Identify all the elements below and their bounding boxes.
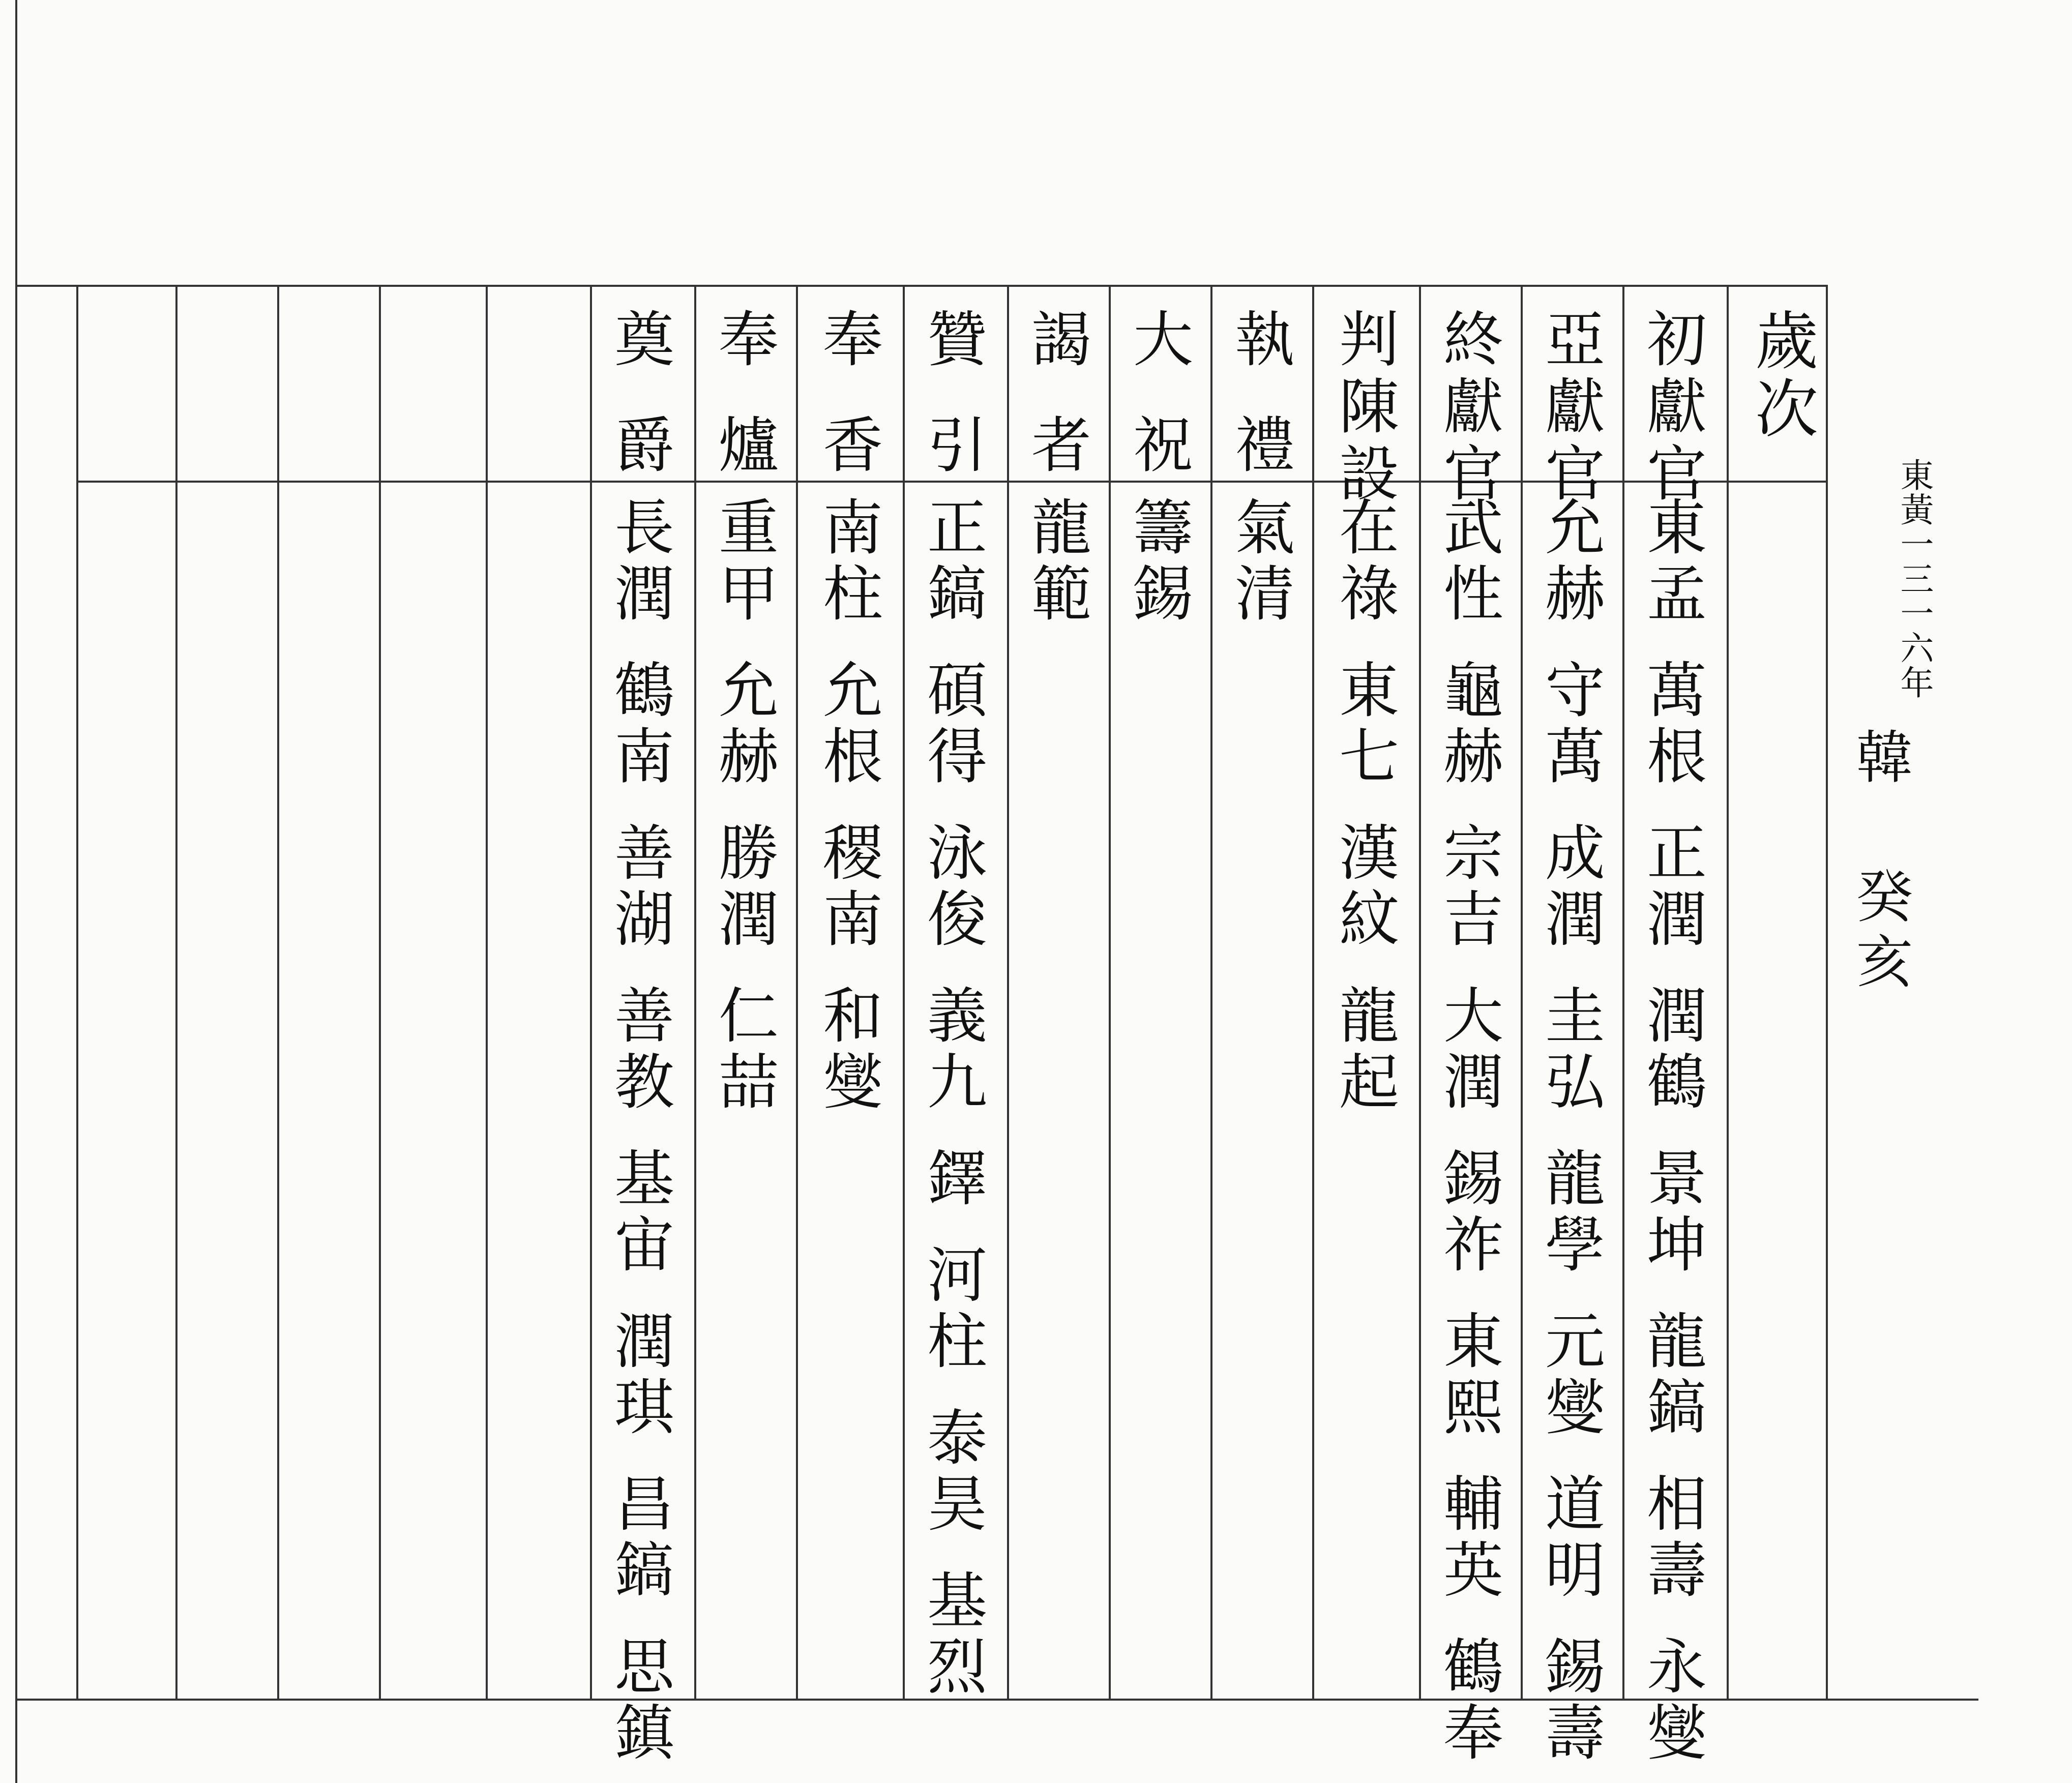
person-name: 東七 bbox=[1329, 659, 1399, 791]
role-names bbox=[1637, 496, 1707, 1767]
person-name: 善湖 bbox=[604, 821, 674, 954]
person-name: 漢紋 bbox=[1329, 821, 1399, 954]
role-label: 執禮 bbox=[1225, 308, 1295, 519]
person-name: 相壽 bbox=[1637, 1472, 1707, 1604]
person-name: 河柱 bbox=[917, 1243, 987, 1376]
page-edge-line bbox=[15, 0, 17, 1783]
person-name: 潤琪 bbox=[604, 1310, 674, 1442]
role-names bbox=[1021, 496, 1091, 628]
person-name: 允根 bbox=[813, 659, 883, 791]
person-name: 萬根 bbox=[1637, 659, 1707, 791]
column-line bbox=[590, 285, 592, 1699]
person-name: 氣清 bbox=[1225, 496, 1295, 628]
person-name: 道明 bbox=[1535, 1472, 1605, 1604]
role-names bbox=[1433, 496, 1503, 1767]
role-names bbox=[1225, 496, 1295, 628]
person-name: 守萬 bbox=[1535, 659, 1605, 791]
person-name: 大潤 bbox=[1433, 984, 1503, 1116]
role-names bbox=[1329, 496, 1399, 1116]
person-name: 錫壽 bbox=[1535, 1635, 1605, 1767]
person-name: 在祿 bbox=[1329, 496, 1399, 628]
person-name: 基宙 bbox=[604, 1147, 674, 1279]
role-label: 謁者 bbox=[1021, 308, 1091, 519]
role-names bbox=[1535, 496, 1605, 1767]
person-name: 稷南 bbox=[813, 821, 883, 954]
role-label: 大祝 bbox=[1123, 308, 1193, 519]
column-line bbox=[379, 285, 381, 1699]
role-label: 初獻官 bbox=[1637, 308, 1707, 509]
person-name: 勝潤 bbox=[708, 821, 779, 954]
person-name: 輔英 bbox=[1433, 1472, 1503, 1604]
person-name: 景坤 bbox=[1637, 1147, 1707, 1279]
person-name: 允赫 bbox=[708, 659, 779, 791]
person-name: 潤鶴 bbox=[1637, 984, 1707, 1116]
person-name: 南柱 bbox=[813, 496, 883, 628]
column-line bbox=[1521, 285, 1523, 1699]
person-name: 龍學 bbox=[1535, 1147, 1605, 1279]
person-name: 武性 bbox=[1433, 496, 1503, 628]
column-line bbox=[486, 285, 488, 1699]
column-line bbox=[1419, 285, 1421, 1699]
person-name: 仁喆 bbox=[708, 984, 779, 1116]
person-name: 正潤 bbox=[1637, 821, 1707, 954]
person-name: 錫祚 bbox=[1433, 1147, 1503, 1279]
person-name: 籌錫 bbox=[1123, 496, 1193, 628]
person-name: 鐸 bbox=[917, 1147, 987, 1213]
person-name: 永燮 bbox=[1637, 1635, 1707, 1767]
role-names bbox=[1123, 496, 1193, 628]
person-name: 碩得 bbox=[917, 659, 987, 791]
role-label: 判陳設 bbox=[1329, 308, 1399, 509]
column-line bbox=[796, 285, 798, 1699]
era-note: 韓 癸亥 bbox=[1847, 727, 1913, 997]
column-line bbox=[1210, 285, 1212, 1699]
person-name: 龍鎬 bbox=[1637, 1310, 1707, 1442]
person-name: 宗吉 bbox=[1433, 821, 1503, 954]
frame-right bbox=[1826, 285, 1828, 1699]
column-line bbox=[1007, 285, 1009, 1699]
role-label: 亞獻官 bbox=[1535, 308, 1605, 509]
column-line bbox=[76, 285, 78, 1699]
person-name: 基烈 bbox=[917, 1569, 987, 1701]
role-label: 奠爵 bbox=[604, 308, 674, 519]
role-label: 終獻官 bbox=[1433, 308, 1503, 509]
person-name: 鶴南 bbox=[604, 659, 674, 791]
person-name: 長潤 bbox=[604, 496, 674, 628]
role-names bbox=[604, 496, 674, 1767]
person-name: 東孟 bbox=[1637, 496, 1707, 628]
column-line bbox=[694, 285, 696, 1699]
page-title: 歲次 bbox=[1744, 308, 1818, 444]
person-name: 正鎬 bbox=[917, 496, 987, 628]
column-line bbox=[1622, 285, 1624, 1699]
person-name: 允赫 bbox=[1535, 496, 1605, 628]
column-line bbox=[277, 285, 279, 1699]
person-name: 元燮 bbox=[1535, 1310, 1605, 1442]
role-label: 奉香 bbox=[813, 308, 883, 519]
person-name: 泳俊 bbox=[917, 821, 987, 954]
person-name: 龜赫 bbox=[1433, 659, 1503, 791]
column-line bbox=[1727, 285, 1729, 1699]
person-name: 思鎮 bbox=[604, 1635, 674, 1767]
role-names bbox=[708, 496, 779, 1116]
column-line bbox=[1109, 285, 1111, 1699]
person-name: 東熙 bbox=[1433, 1310, 1503, 1442]
person-name: 和燮 bbox=[813, 984, 883, 1116]
person-name: 龍起 bbox=[1329, 984, 1399, 1116]
person-name: 圭弘 bbox=[1535, 984, 1605, 1116]
person-name: 善教 bbox=[604, 984, 674, 1116]
person-name: 成潤 bbox=[1535, 821, 1605, 954]
person-name: 鶴奉 bbox=[1433, 1635, 1503, 1767]
role-label: 贊引 bbox=[917, 308, 987, 519]
top-border bbox=[15, 285, 1826, 287]
role-label: 奉爐 bbox=[708, 308, 779, 519]
column-line bbox=[1312, 285, 1314, 1699]
column-line bbox=[903, 285, 905, 1699]
year-note: 東黃一三一六年 bbox=[1895, 458, 1934, 700]
role-names bbox=[813, 496, 883, 1116]
person-name: 龍範 bbox=[1021, 496, 1091, 628]
person-name: 泰昊 bbox=[917, 1406, 987, 1538]
person-name: 重甲 bbox=[708, 496, 779, 628]
role-names bbox=[917, 496, 987, 1701]
person-name: 義九 bbox=[917, 984, 987, 1116]
person-name: 昌鎬 bbox=[604, 1472, 674, 1604]
column-line bbox=[175, 285, 177, 1699]
